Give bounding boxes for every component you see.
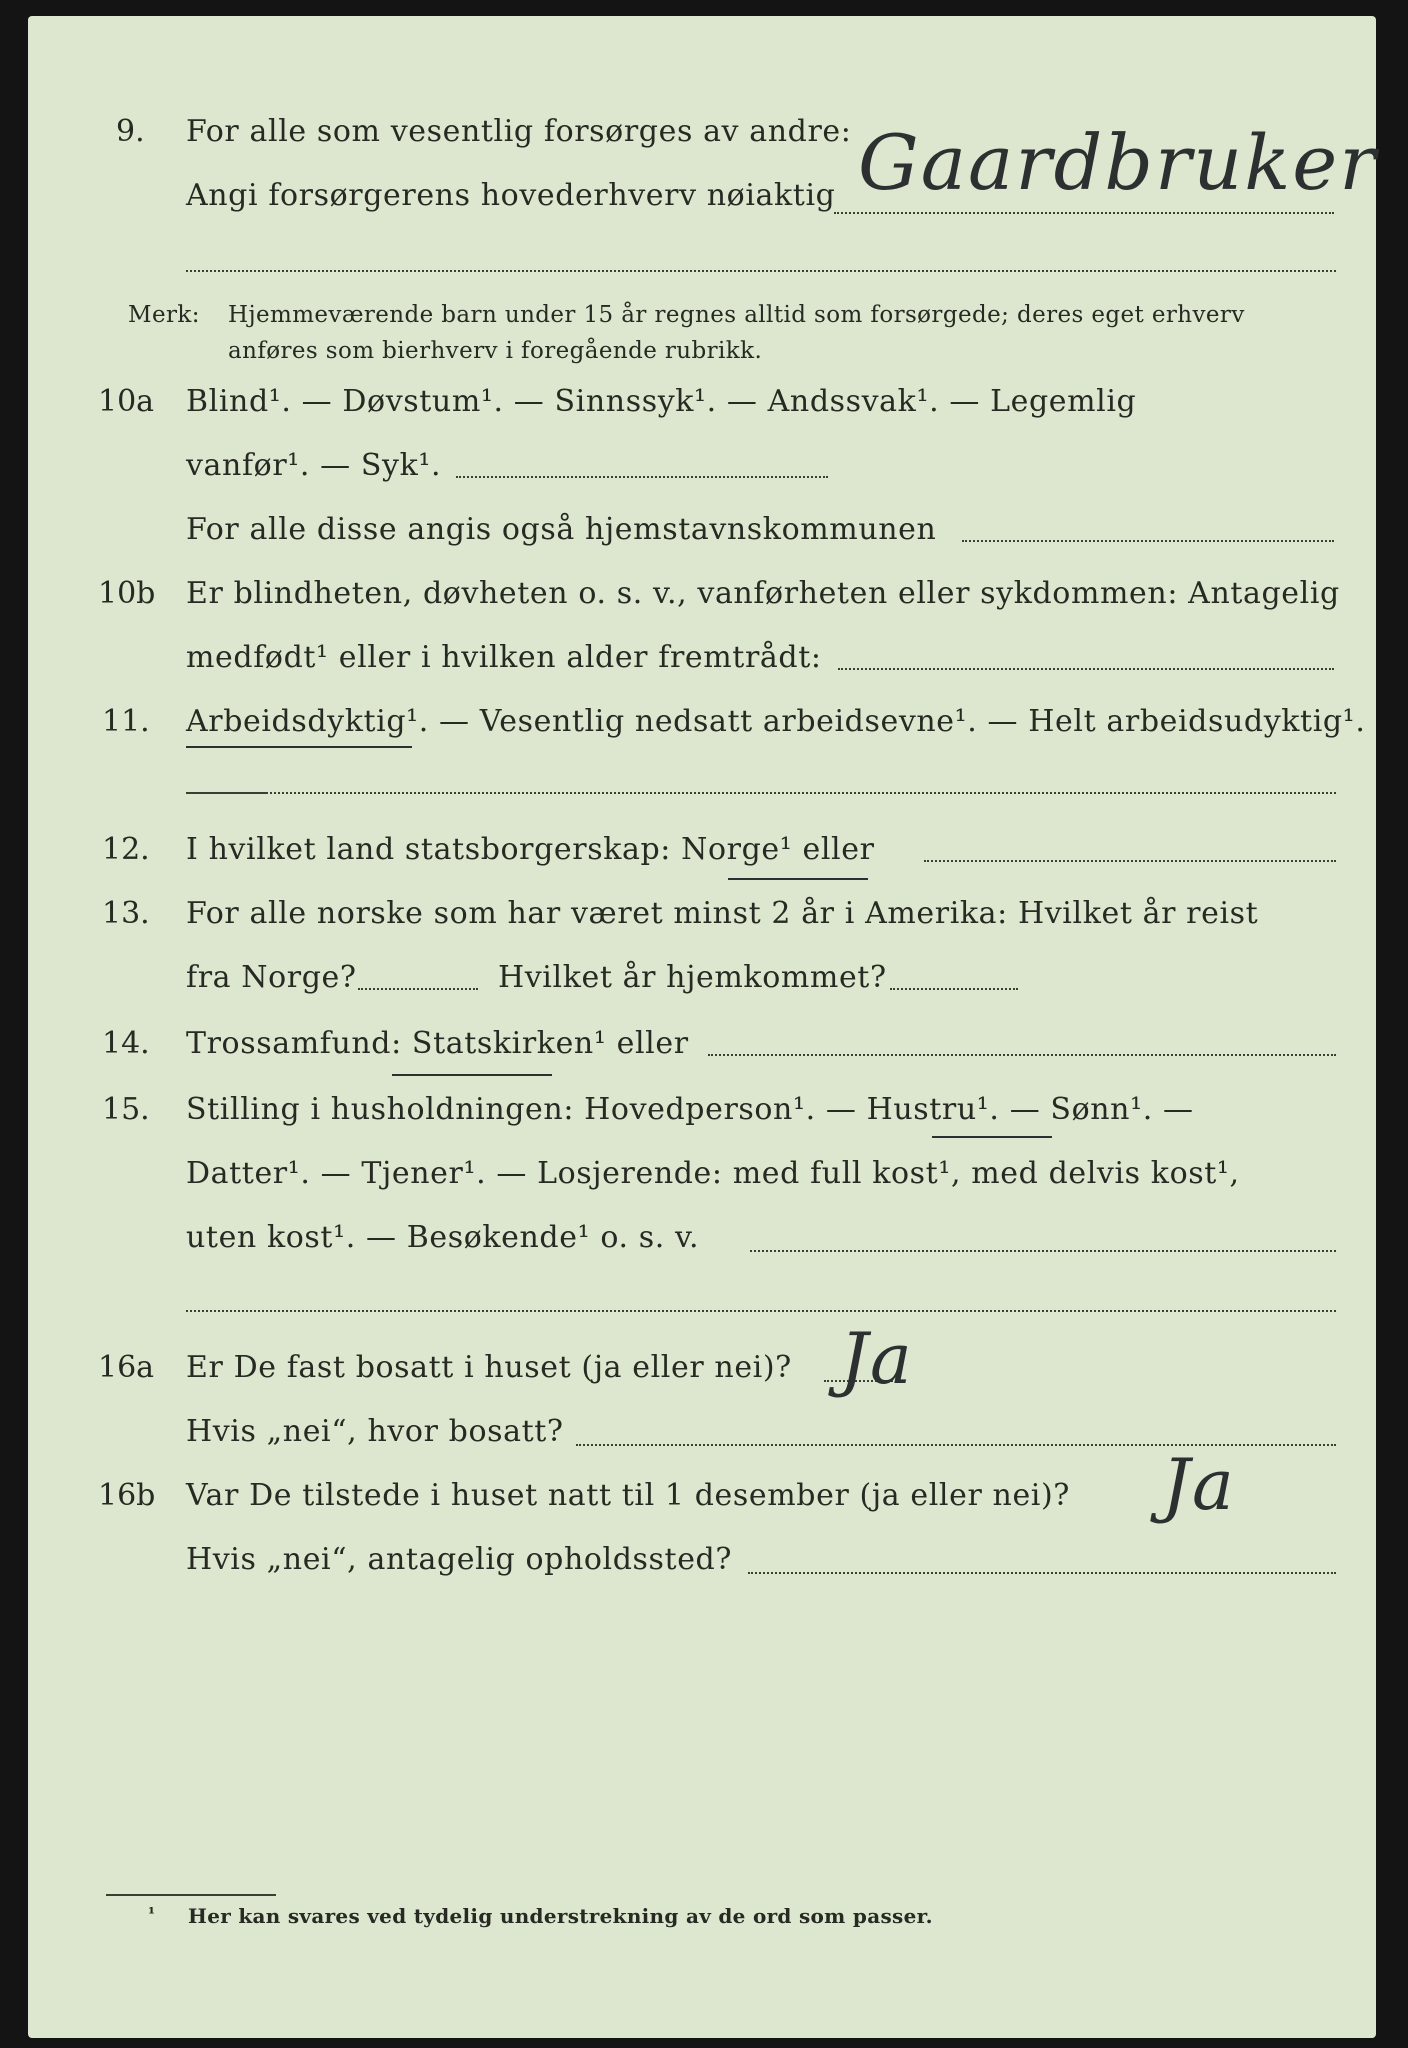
footnote-rule xyxy=(106,1894,276,1896)
divider xyxy=(186,270,1336,272)
q9-answer-line xyxy=(834,212,1334,214)
q11-underline-arbeidsdyktig xyxy=(186,746,412,748)
q10a-municipality-answer-line xyxy=(962,540,1334,542)
q11-line1: Arbeidsdyktig¹. — Vesentlig nedsatt arbeidsevne¹. — Helt arbeidsudyktig¹. xyxy=(186,704,1366,739)
q13-reist-answer-line xyxy=(358,988,478,990)
footnote-text: Her kan svares ved tydelig understrekning av de ord som passer. xyxy=(188,1904,933,1928)
census-form-page xyxy=(28,16,1376,2038)
q10b-line1: Er blindheten, døvheten o. s. v., vanførheten eller sykdommen: Antagelig xyxy=(186,576,1340,611)
q16b-line2: Hvis „nei“, antagelig opholdssted? xyxy=(186,1542,733,1577)
q11-answer-line-start xyxy=(186,792,266,794)
q16b-number: 16b xyxy=(98,1478,156,1513)
q16a-line1: Er De fast bosatt i huset (ja eller nei)? xyxy=(186,1350,792,1385)
q14-underline-statskirken xyxy=(392,1074,552,1076)
q16a-handwritten-answer: Ja xyxy=(840,1318,914,1400)
q15-line1: Stilling i husholdningen: Hovedperson¹. — Hustru¹. — Sønn¹. — xyxy=(186,1092,1194,1127)
q16b-answer-line xyxy=(748,1572,1336,1574)
q13-line1: For alle norske som har været minst 2 år i Amerika: Hvilket år reist xyxy=(186,896,1259,931)
divider xyxy=(186,1310,1336,1312)
q12-underline-norge xyxy=(728,878,868,880)
q15-line3: uten kost¹. — Besøkende¹ o. s. v. xyxy=(186,1220,700,1255)
note-line1: Hjemmeværende barn under 15 år regnes alltid som forsørgede; deres eget erhverv xyxy=(228,302,1245,328)
q16a-line2: Hvis „nei“, hvor bosatt? xyxy=(186,1414,564,1449)
q10a-sick-answer-line xyxy=(456,476,828,478)
q9-number: 9. xyxy=(116,114,145,149)
q12-answer-line xyxy=(924,860,1336,862)
q14-answer-line xyxy=(708,1054,1336,1056)
q11-answer-line xyxy=(266,792,1336,794)
q15-underline-hustru xyxy=(932,1136,1052,1138)
q10b-answer-line xyxy=(838,668,1334,670)
q10a-line3: For alle disse angis også hjemstavnskommunen xyxy=(186,512,937,547)
q13-line2a: fra Norge? xyxy=(186,960,357,995)
footnote-marker: ¹ xyxy=(148,1904,156,1923)
note-line2: anføres som bierhverv i foregående rubrikk. xyxy=(228,338,763,364)
q12-number: 12. xyxy=(102,832,150,867)
note-label: Merk: xyxy=(128,302,200,328)
q13-hjemkommet-answer-line xyxy=(890,988,1018,990)
q16b-line1: Var De tilstede i huset natt til 1 desember (ja eller nei)? xyxy=(186,1478,1070,1513)
q10a-number: 10a xyxy=(98,384,155,419)
q9-question-line2: Angi forsørgerens hovederhverv nøiaktig xyxy=(186,178,836,213)
q9-question-line1: For alle som vesentlig forsørges av andre: xyxy=(186,114,852,149)
q15-answer-line xyxy=(750,1250,1336,1252)
q14-line1: Trossamfund: Statskirken¹ eller xyxy=(186,1026,689,1061)
q16b-handwritten-answer: Ja xyxy=(1162,1444,1236,1526)
q10a-line2: vanfør¹. — Syk¹. xyxy=(186,448,442,483)
q15-number: 15. xyxy=(102,1092,150,1127)
q14-number: 14. xyxy=(102,1026,150,1061)
q13-number: 13. xyxy=(102,896,150,931)
q10a-line1: Blind¹. — Døvstum¹. — Sinnssyk¹. — Andssvak¹. — Legemlig xyxy=(186,384,1137,419)
q11-number: 11. xyxy=(102,704,150,739)
q16a-number: 16a xyxy=(98,1350,155,1385)
q10b-line2: medfødt¹ eller i hvilken alder fremtrådt: xyxy=(186,640,822,675)
q9-handwritten-answer: Gaardbruker xyxy=(858,118,1378,207)
q13-line2b: Hvilket år hjemkommet? xyxy=(498,960,887,995)
q15-line2: Datter¹. — Tjener¹. — Losjerende: med full kost¹, med delvis kost¹, xyxy=(186,1156,1240,1191)
q10b-number: 10b xyxy=(98,576,156,611)
q12-line1: I hvilket land statsborgerskap: Norge¹ eller xyxy=(186,832,875,867)
